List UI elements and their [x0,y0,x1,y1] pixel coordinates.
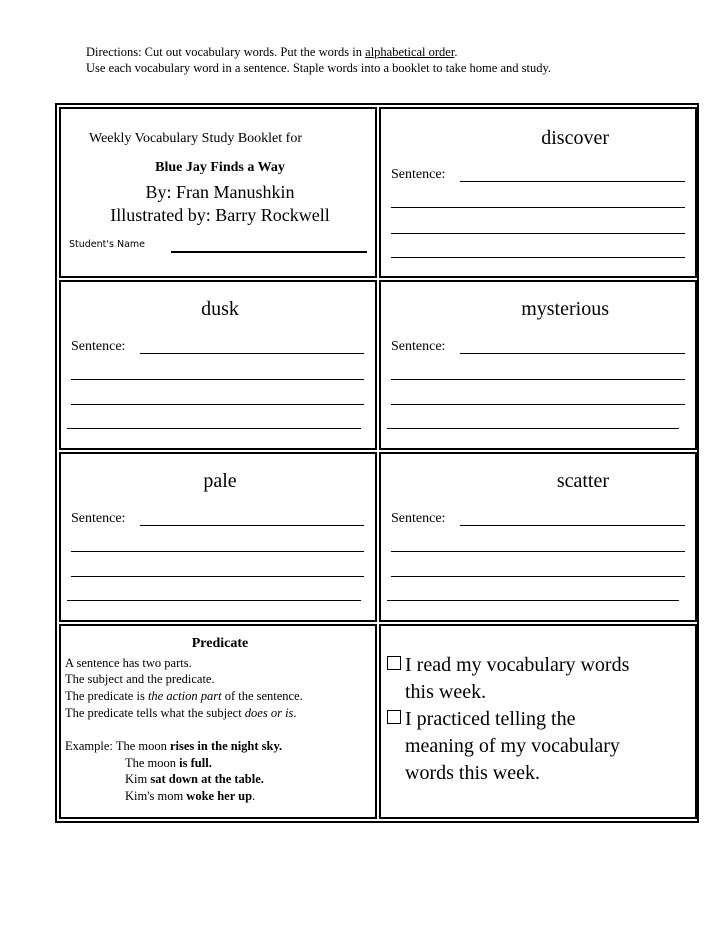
word-card-discover [379,107,697,278]
cover-heading: Weekly Vocabulary Study Booklet for [89,131,302,146]
example-3: Kim sat down at the table. [125,772,264,786]
sentence-line[interactable] [140,525,364,526]
sentence-label: Sentence: [391,511,446,526]
checklist-item-2-cont: meaning of my vocabulary [405,735,620,757]
predicate-text: A sentence has two parts. [65,656,192,670]
word-card-dusk [59,280,377,450]
sentence-line[interactable] [71,576,364,577]
word-discover: discover [541,127,609,149]
author: By: Fran Manushkin [145,182,295,202]
predicate-text: The subject and the predicate. [65,672,215,686]
sentence-line[interactable] [71,551,364,552]
example-1: Example: The moon rises in the night sky. [65,739,283,753]
sentence-line[interactable] [387,600,679,601]
checklist-item-2: I practiced telling the [387,706,575,733]
sentence-line[interactable] [71,379,364,380]
book-title: Blue Jay Finds a Way [155,160,285,175]
checkbox[interactable] [387,710,401,724]
predicate-text: The predicate tells what the subject does or is. [65,706,297,720]
sentence-line[interactable] [460,181,685,182]
sentence-line[interactable] [387,428,679,429]
checklist-card [379,624,697,819]
word-pale: pale [203,470,237,492]
example-4: Kim's mom woke her up. [125,789,256,803]
sentence-line[interactable] [391,404,685,405]
sentence-line[interactable] [460,353,685,354]
alphabetical-order-link: alphabetical order [365,45,455,59]
sentence-line[interactable] [391,551,685,552]
checkbox[interactable] [387,656,401,670]
sentence-label: Sentence: [391,167,446,182]
sentence-line[interactable] [67,600,361,601]
sentence-line[interactable] [391,257,685,258]
sentence-line[interactable] [391,379,685,380]
word-card-pale [59,452,377,622]
word-card-mysterious [379,280,697,450]
example-2: The moon is full. [125,756,212,770]
sentence-label: Sentence: [391,339,446,354]
directions-line-2: Use each vocabulary word in a sentence. Staple words into a booklet to take home and study. [86,61,552,75]
sentence-line[interactable] [460,525,685,526]
sentence-line[interactable] [71,404,364,405]
word-dusk: dusk [201,298,239,320]
sentence-label: Sentence: [71,511,126,526]
directions-line-1: Directions: Cut out vocabulary words. Put the words in alphabetical order. [86,45,458,59]
word-scatter: scatter [556,470,609,492]
booklet-grid [55,103,699,823]
checklist-item-1: I read my vocabulary words [387,652,629,679]
student-name-label: Student's Name [69,239,146,250]
sentence-line[interactable] [391,207,685,208]
checklist-item-1-cont: this week. [405,681,487,703]
illustrator: Illustrated by: Barry Rockwell [110,205,330,225]
student-name-line[interactable] [171,251,367,253]
predicate-title: Predicate [191,636,249,651]
word-card-scatter [379,452,697,622]
sentence-line[interactable] [67,428,361,429]
word-mysterious: mysterious [521,298,609,320]
sentence-line[interactable] [391,233,685,234]
directions [86,44,551,76]
cover-card [59,107,377,278]
sentence-line[interactable] [140,353,364,354]
predicate-card [59,624,377,819]
predicate-text: The predicate is the action part of the sentence. [65,689,303,703]
sentence-line[interactable] [391,576,685,577]
checklist-item-2-cont: words this week. [405,762,540,784]
sentence-label: Sentence: [71,339,126,354]
